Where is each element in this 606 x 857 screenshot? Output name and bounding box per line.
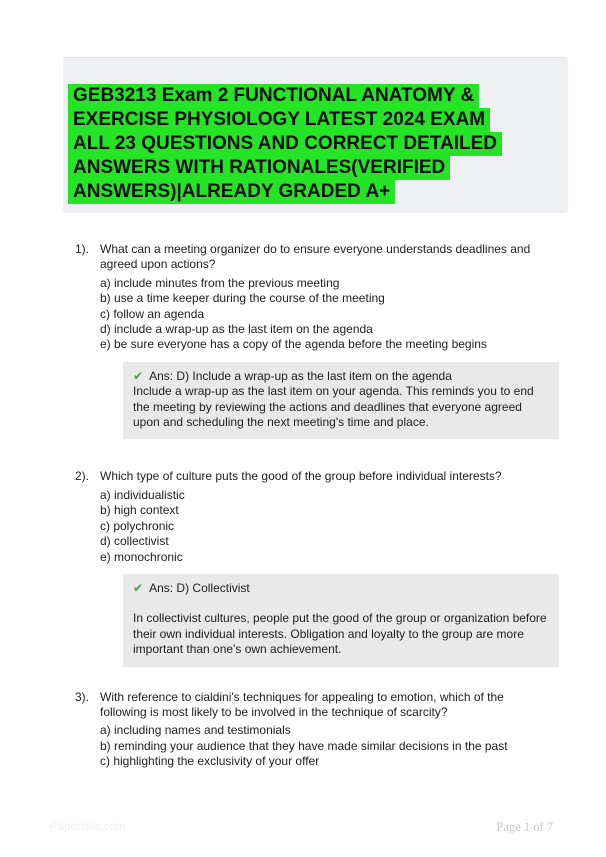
option: a) include minutes from the previous meeting [100,275,340,290]
question-text: With reference to cialdini's techniques for appealing to emotion, which of the following is most likely to be involved in the technique of scarcity? [100,689,504,719]
option: c) follow an agenda [100,306,205,321]
option: d) include a wrap-up as the last item on the agenda [100,322,373,337]
option: a) including names and testimonials [100,723,291,738]
question-body [100,469,548,564]
answer-label: Ans: D) Include a wrap-up as the last item on the agenda [149,368,452,383]
answer-box [123,574,559,667]
option: b) reminding your audience that they have made similar decisions in the past [100,738,508,753]
title-panel [63,57,568,213]
question-number: 1). [75,242,90,256]
option: b) use a time keeper during the course of the meeting [100,291,385,306]
option: d) collectivist [100,534,169,549]
question-text: Which type of culture puts the good of the group before individual interests? [100,469,502,484]
watermark: Paperstlic.com [50,821,126,833]
question-body [100,242,548,353]
answer-line [133,369,549,384]
option: c) polychronic [100,518,175,533]
question-body [100,690,548,770]
check-icon: ✔ [133,368,144,383]
title-wrap [68,84,526,204]
question-item [75,242,548,353]
option: b) high context [100,503,179,518]
answer-box [123,362,559,440]
question-text: What can a meeting organizer do to ensure everyone understands deadlines and agreed upon actions? [100,242,531,272]
option: c) highlighting the exclusivity of your offer [100,754,320,769]
option: a) individualistic [100,487,185,502]
question-item [75,469,548,564]
question-number: 3). [75,689,90,704]
answer-rationale: In collectivist cultures, people put the good of the group or organization before their own individual interests. Obligation and loyalty to the group are more important than one's own achievement. [133,611,547,657]
page-number-label: Page 1 of 7 [496,820,553,834]
page-title: GEB3213 Exam 2 FUNCTIONAL ANATOMY & EXERCISE PHYSIOLOGY LATEST 2024 EXAM ALL 23 QUESTIONS AND CORRECT DETAILED ANSWERS WITH RATIONALES(VERIFIED ANSWERS)|ALREADY GRADED A+ [68,84,502,204]
answer-line [133,581,549,596]
question-item [75,690,548,770]
option: e) be sure everyone has a copy of the agenda before the meeting begins [100,337,487,352]
option: e) monochronic [100,549,183,564]
answer-rationale: Include a wrap-up as the last item on your agenda. This reminds you to end the meeting by reviewing the actions and deadlines that everyone agreed upon and scheduling the next meeting's time and place. [133,384,534,430]
question-number: 2). [75,469,90,484]
answer-label: Ans: D) Collectivist [149,580,250,595]
check-icon: ✔ [133,580,144,595]
